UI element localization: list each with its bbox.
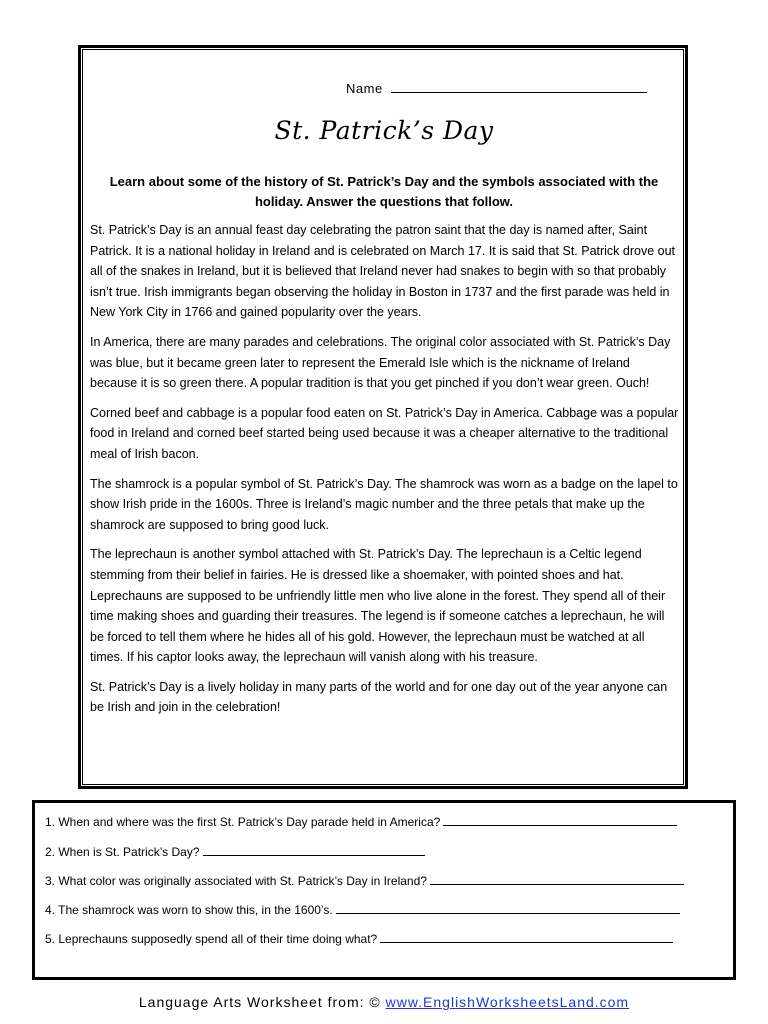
answer-4-blank[interactable] (336, 902, 680, 914)
page-title: St. Patrick’s Day (274, 116, 494, 145)
paragraph-2: In America, there are many parades and celebrations. The original color associated with St. Patrick’s Day was blue, but it became green later to represent the Emerald Isle which is the nickname of Ireland because it is so green there. A popular tradition is that you get pinched if you don’t wear green. Ouch! (90, 334, 671, 391)
question-2 (45, 844, 425, 859)
intro-instructions: Learn about some of the history of St. Patrick’s Day and the symbols associated with the holiday. Answer the questions that follow. (109, 174, 659, 209)
answer-1-blank[interactable] (443, 814, 677, 826)
question-4-text: 4. The shamrock was worn to show this, in the 1600’s. (45, 903, 333, 917)
name-field (346, 80, 647, 96)
footer (0, 994, 768, 1010)
question-1-text: 1. When and where was the first St. Patrick’s Day parade held in America? (45, 815, 441, 829)
paragraph-1: St. Patrick’s Day is an annual feast day celebrating the patron saint that the day is named after, Saint Patrick. It is a national holiday in Ireland and is celebrated on March 17. It is said that St. Patrick drove out all of the snakes in Ireland, but it is believed that Ireland never had snakes to begin with so that probably isn’t true. Irish immigrants began observing the holiday in Boston in 1737 and the first parade was held in New York City in 1766 and gained popularity over the years. (90, 223, 676, 320)
answer-2-blank[interactable] (203, 844, 425, 856)
question-3 (45, 873, 684, 888)
answer-3-blank[interactable] (430, 873, 684, 885)
answer-5-blank[interactable] (380, 931, 673, 943)
question-2-text: 2. When is St. Patrick’s Day? (45, 845, 200, 859)
paragraph-3: Corned beef and cabbage is a popular food eaten on St. Patrick’s Day in America. Cabbage was a popular food in Ireland and corned beef started being used because it was a cheaper alternative to the traditional meal of Irish bacon. (90, 405, 679, 461)
question-4 (45, 902, 680, 917)
paragraph-6: St. Patrick’s Day is a lively holiday in many parts of the world and for one day out of the year anyone can be Irish and join in the celebration! (90, 679, 668, 715)
name-blank[interactable] (391, 80, 647, 93)
question-3-text: 3. What color was originally associated with St. Patrick’s Day in Ireland? (45, 874, 427, 888)
question-5 (45, 931, 673, 946)
paragraph-4: The shamrock is a popular symbol of St. Patrick’s Day. The shamrock was worn as a badge on the lapel to show Irish pride in the 1600s. Three is Ireland’s magic number and the three petals that make up the shamrock are supposed to bring good luck. (90, 476, 678, 532)
reading-passage (90, 220, 680, 727)
question-1 (45, 814, 677, 829)
paragraph-5: The leprechaun is another symbol attached with St. Patrick’s Day. The leprechaun is a Celtic legend stemming from their belief in fairies. He is dressed like a shoemaker, with pointed shoes and hat. Leprechauns are supposed to be unfriendly little men who live alone in the forest. They spend all of their time making shoes and guarding their treasures. The legend is if someone catches a leprechaun, he will be forced to tell them where he hides all of his gold. However, the leprechaun must be watched at all times. If his captor looks away, the leprechaun will vanish along with his treasure. (90, 547, 666, 665)
footer-credit: Language Arts Worksheet from: © (138, 994, 381, 1010)
name-label: Name (346, 81, 383, 96)
footer-website-link[interactable]: www.EnglishWorksheetsLand.com (385, 994, 630, 1010)
question-5-text: 5. Leprechauns supposedly spend all of their time doing what? (45, 932, 378, 946)
